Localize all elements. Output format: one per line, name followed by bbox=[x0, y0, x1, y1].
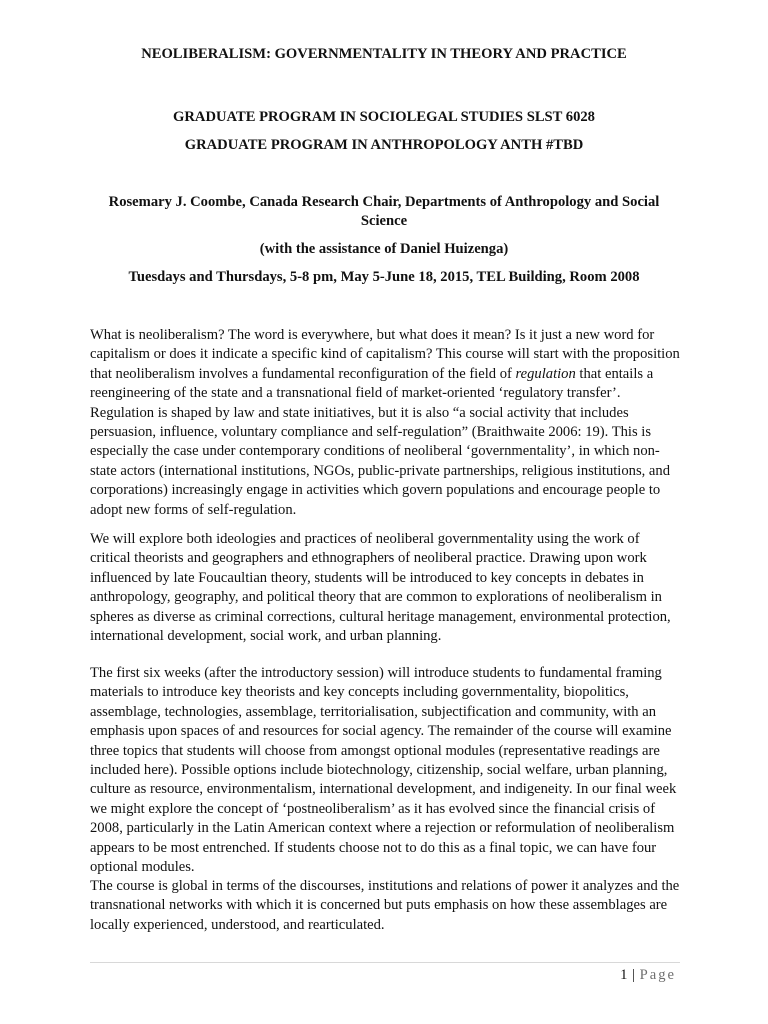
regulation-emphasis: regulation bbox=[515, 365, 576, 382]
program-anthropology: GRADUATE PROGRAM IN ANTHROPOLOGY ANTH #TBD bbox=[184, 137, 584, 153]
paragraph-weeks-text: The first six weeks (after the introductory session) will introduce students to fundamental framing materials to introduce key theorists and key concepts including governmentality, biopolitics, assemblage, technologies, assemblage, territorialisation, subjectification and community, with an emphasis upon spaces of and resources for social agency. The remainder of the course will examine three topics that students will choose from amongst optional modules (representative readings are included here). Possible options include biotechnology, citizenship, social welfare, urban planning, culture as resource, environmentalism, international development, and indigeneity. In our final week we might explore the concept of ‘postneoliberalism’ as it has evolved since the financial crisis of 2008, particularly in the Latin American context where a rejection or reformulation of neoliberalism appears to be most entrenched. If students choose not to do this as a final topic, we can have four optional modules. bbox=[90, 665, 677, 876]
page-number: 1 bbox=[620, 967, 628, 983]
footer-divider bbox=[90, 962, 680, 963]
paragraph-explore-text: We will explore both ideologies and practices of neoliberal governmentality using the work of critical theorists and geographers and ethnographers of neoliberal practice. Drawing upon work influenced by late Foucaultian theory, students will be introduced to key concepts in debates in anthropology, geography, and political theory that are common to explorations of neoliberalism in spheres as diverse as criminal corrections, cultural heritage management, environmental protection, international development, social work, and urban planning. bbox=[90, 531, 671, 645]
paragraph-intro bbox=[90, 326, 680, 520]
paragraph-global bbox=[90, 877, 680, 935]
paragraph-explore bbox=[90, 530, 680, 646]
schedule-line: Tuesdays and Thursdays, 5-8 pm, May 5-June 18, 2015, TEL Building, Room 2008 bbox=[128, 269, 640, 285]
paragraph-intro-part1: What is neoliberalism? The word is everywhere, but what does it mean? Is it just a new word for capitalism or does it indicate a specific kind of capitalism? This course will start with the proposition that neoliberalism involves a fundamental reconfiguration of the field of bbox=[90, 327, 680, 382]
paragraph-intro-part2: that entails a reengineering of the state and a transnational field of market-oriented ‘regulatory transfer’. Regulation is shaped by law and state initiatives, but it is also “a social activity that includes persuasion, influence, voluntary compliance and self-regulation” (Braithwaite 2006: 19). This is especially the case under contemporary conditions of neoliberal ‘governmentality’, in which non-state actors (international institutions, NGOs, public-private partnerships, religious institutions, and corporations) increasingly engage in activities which govern populations and encourage people to adopt new forms of self-regulation. bbox=[90, 365, 671, 518]
course-title: NEOLIBERALISM: GOVERNMENTALITY IN THEORY AND PRACTICE bbox=[141, 46, 627, 62]
assistance-line: (with the assistance of Daniel Huizenga) bbox=[259, 241, 509, 257]
page-footer bbox=[620, 966, 676, 984]
paragraph-global-text: The course is global in terms of the discourses, institutions and relations of power it analyzes and the transnational networks with which it is concerned but puts emphasis on how these assemblages are locally experienced, understood, and rearticulated. bbox=[90, 878, 680, 933]
page-separator: | bbox=[627, 967, 640, 983]
instructor-line: Rosemary J. Coombe, Canada Research Chair, Departments of Anthropology and Social Science bbox=[108, 194, 660, 229]
program-sociolegal: GRADUATE PROGRAM IN SOCIOLEGAL STUDIES SLST 6028 bbox=[173, 109, 595, 125]
page-label: Page bbox=[639, 967, 676, 983]
paragraph-weeks bbox=[90, 664, 680, 877]
